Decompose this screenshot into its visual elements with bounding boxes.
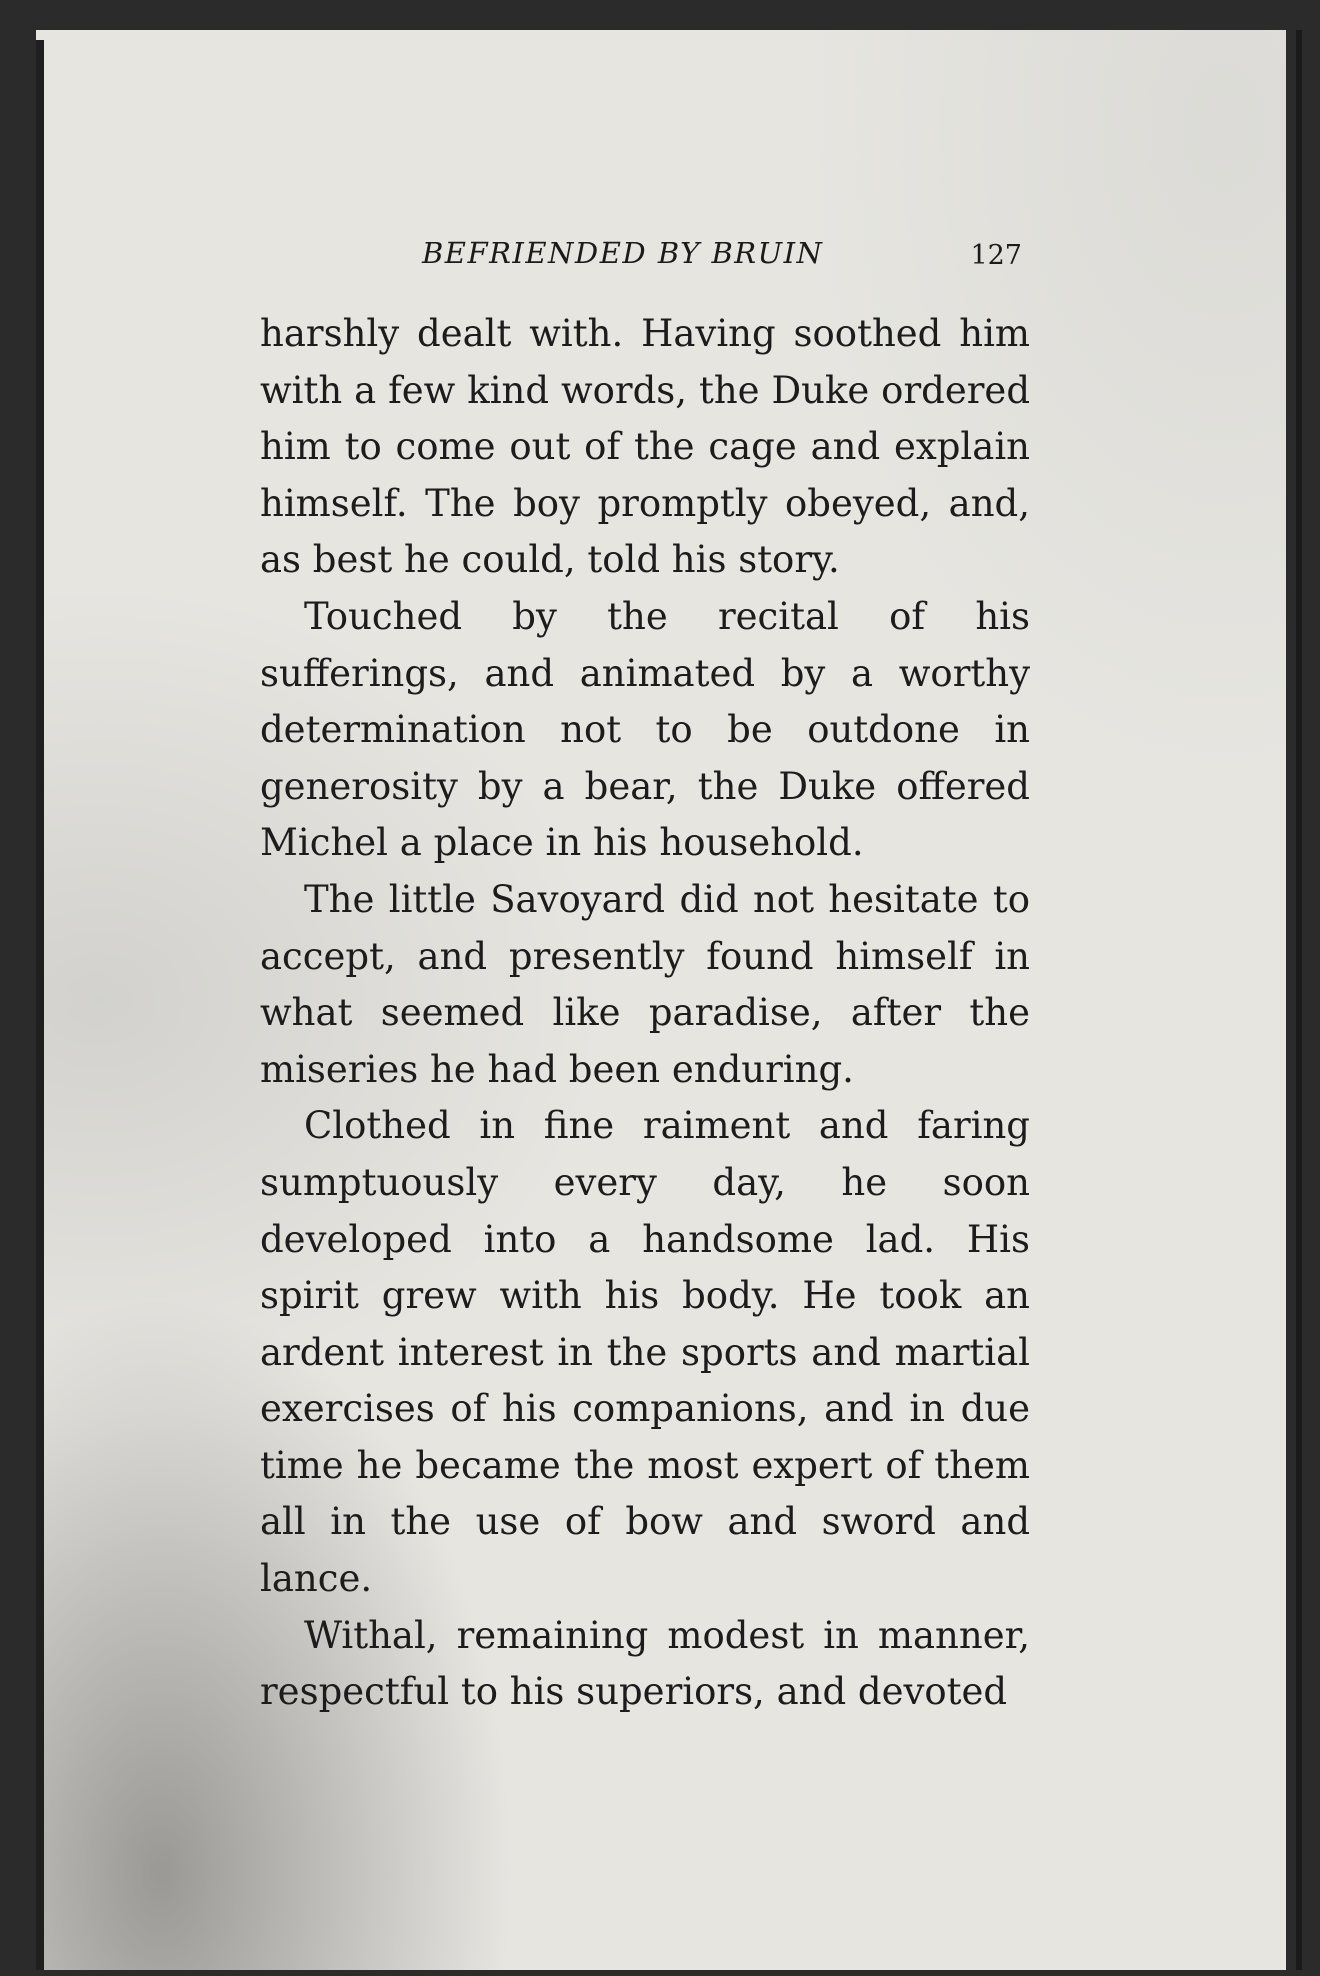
paragraph: Clothed in fine raiment and faring sumptuously every day, he soon developed into a handsome lad. His spirit grew with his body. He took an ardent interest in the sports and martial exercises of his companions, and in due time he became the most expert of them all in the use of bow and sword and lance. (260, 1104, 1030, 1601)
page-number: 127 (970, 240, 1022, 271)
running-title: BEFRIENDED BY BRUIN (422, 236, 824, 270)
paragraph: harshly dealt with. Having soothed him with a few kind words, the Duke ordered him to come out of the cage and explain himself. The boy promptly obeyed, and, as best he could, told his story. (260, 312, 1030, 582)
paragraph: The little Savoyard did not hesitate to accept, and presently found himself in what seemed like paradise, after the miseries he had been enduring. (260, 877, 1030, 1091)
paragraph: Touched by the recital of his sufferings, and animated by a worthy determination not to be outdone in generosity by a bear, the Duke offered Michel a place in his household. (260, 594, 1030, 865)
page-left-edge (36, 40, 44, 1970)
page-right-edge (1296, 30, 1302, 1970)
body-text (260, 306, 1030, 1721)
page-header (262, 236, 1032, 276)
paragraph: Withal, remaining modest in manner, respectful to his superiors, and devoted (260, 1613, 1030, 1714)
